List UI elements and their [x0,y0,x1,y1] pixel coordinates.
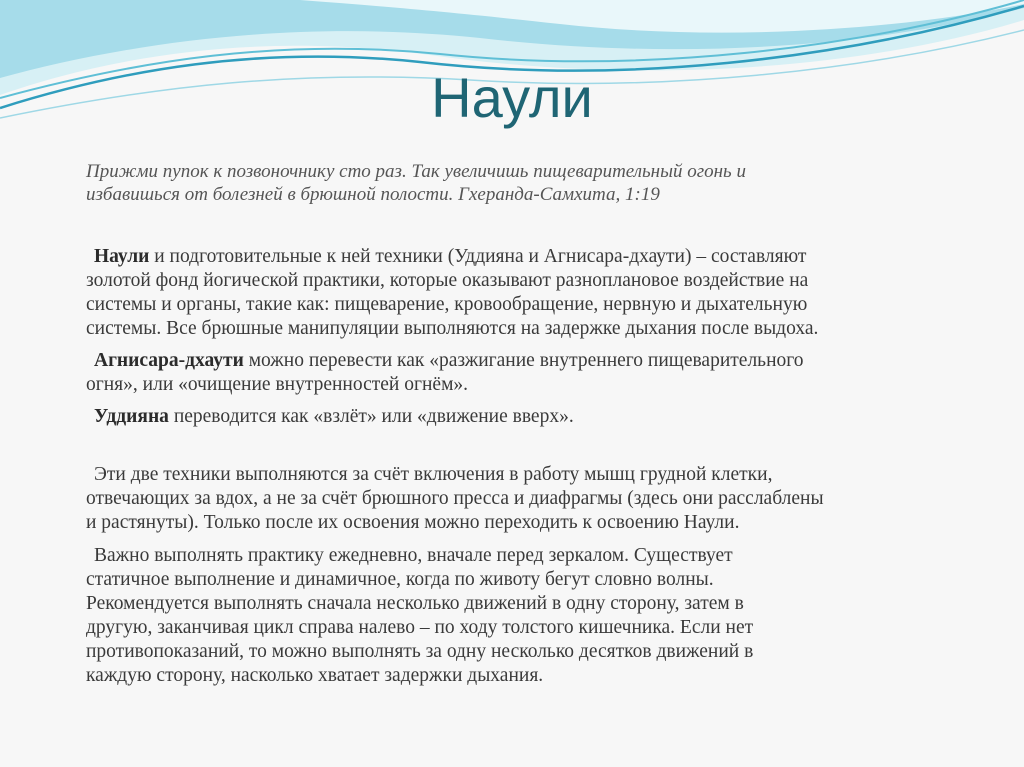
quote-line: избавишься от болезней в брюшной полости. Гхеранда-Самхита, 1:19 [86,184,660,205]
text-line: можно перевести как «разжигание внутреннего пищеварительного [243,350,804,371]
quote-line: Прижми пупок к позвоночнику сто раз. Так увеличишь пищеварительный огонь и [86,161,746,182]
paragraph-techniques [86,463,966,535]
text-line: отвечающих за вдох, а не за счёт брюшного пресса и диафрагмы (здесь они расслаблены [86,488,824,509]
text-line: золотой фонд йогической практики, которые оказывают разноплановое воздействие на [86,270,809,291]
term-uddiyana: Уддияна [94,406,169,427]
term-agnisara: Агнисара-дхаути [94,350,244,371]
text-line: Эти две техники выполняются за счёт включения в работу мышц грудной клетки, [94,464,773,485]
text-line: системы. Все брюшные манипуляции выполняются на задержке дыхания после выдоха. [86,318,819,339]
term-nauli: Наули [94,246,150,267]
text-line: статичное выполнение и динамичное, когда по животу бегут словно волны. [86,569,714,590]
paragraph-practice [86,544,966,688]
paragraph-uddiyana [86,405,966,429]
text-line: другую, заканчивая цикл справа налево – по ходу толстого кишечника. Если нет [86,617,754,638]
text-line: противопоказаний, то можно выполнять за одну несколько десятков движений в [86,641,754,662]
text-line: и растянуты). Только после их освоения можно переходить к освоению Наули. [86,512,740,533]
text-line: Рекомендуется выполнять сначала несколько движений в одну сторону, затем в [86,593,744,614]
text-line: и подготовительные к ней техники (Уддияна и Агнисара-дхаути) – составляют [149,246,807,267]
page-title: Наули [431,66,593,129]
text-line: системы и органы, такие как: пищеварение, кровообращение, нервную и дыхательную [86,294,808,315]
epigraph-quote [86,160,926,206]
text-line: Важно выполнять практику ежедневно, вначале перед зеркалом. Существует [94,545,733,566]
text-line: огня», или «очищение внутренностей огнём». [86,374,469,395]
text-line: каждую сторону, насколько хватает задержки дыхания. [86,665,544,686]
paragraph-agnisara [86,349,966,397]
text-line: переводится как «взлёт» или «движение вверх». [168,406,574,427]
paragraph-nauli [86,245,966,341]
